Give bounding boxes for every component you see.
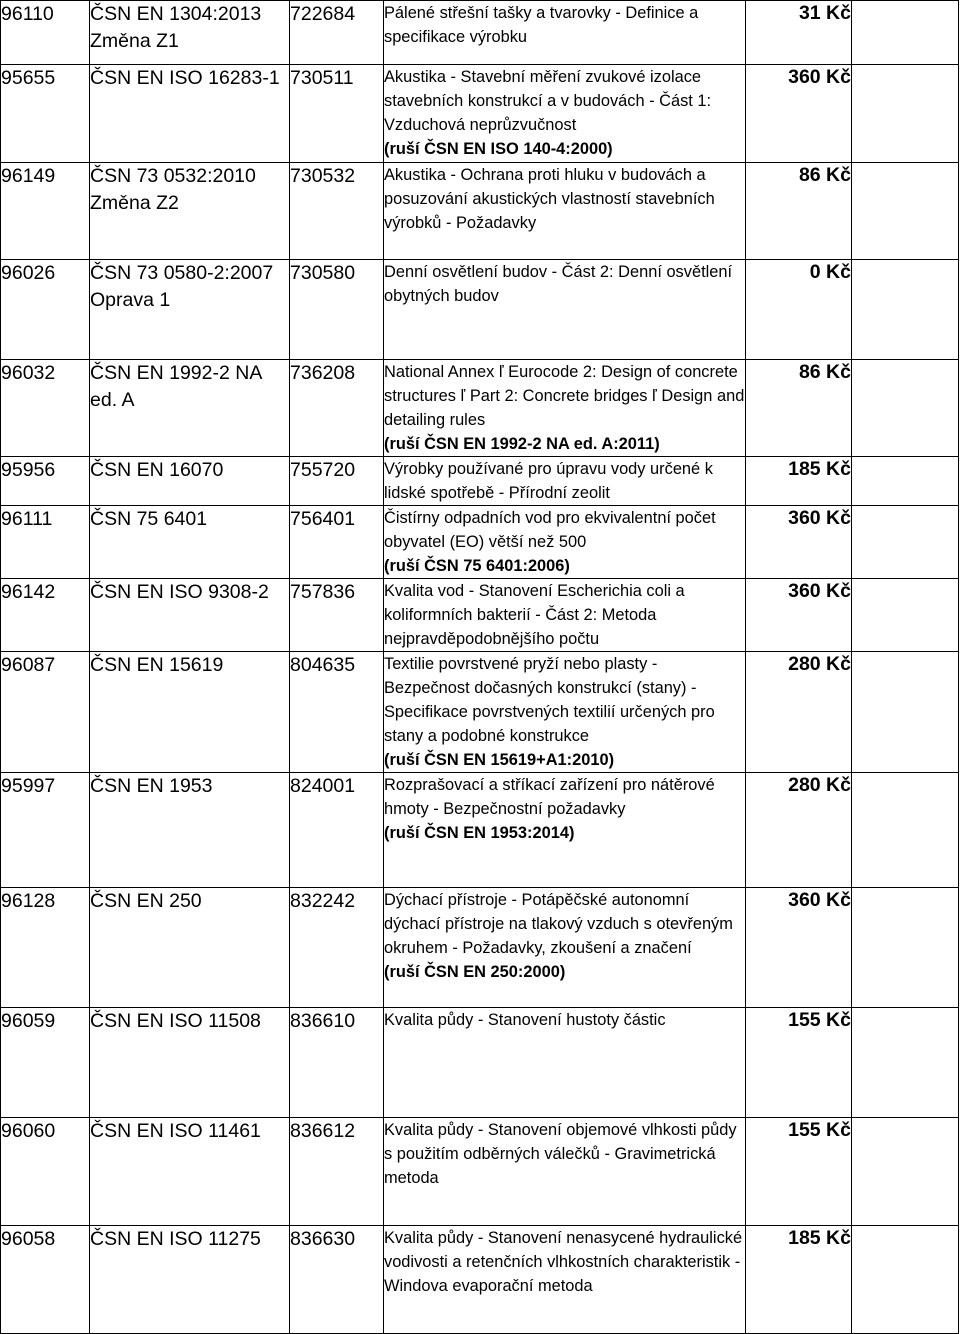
table-row [1, 65, 959, 163]
standard-title [384, 260, 746, 360]
standard-title [384, 1008, 746, 1118]
price: 280 Kč [746, 773, 852, 888]
price: 86 Kč [746, 360, 852, 457]
standard-title-text: Rozprašovací a stříkací zařízení pro nátěrové hmoty - Bezpečnostní požadavky [384, 776, 715, 818]
standard-title-text: Pálené střešní tašky a tvarovky - Definice a specifikace výrobku [384, 4, 699, 46]
price: 31 Kč [746, 1, 852, 65]
price: 155 Kč [746, 1118, 852, 1226]
standard-number: 96111 [1, 506, 90, 579]
empty-column [852, 260, 959, 360]
price: 280 Kč [746, 652, 852, 773]
table-row [1, 773, 959, 888]
empty-column [852, 1226, 959, 1334]
empty-column [852, 652, 959, 773]
standard-number: 95997 [1, 773, 90, 888]
supersedes-note: (ruší ČSN EN ISO 140-4:2000) [384, 140, 613, 158]
standard-title [384, 506, 746, 579]
price: 360 Kč [746, 888, 852, 1008]
catalog-number: 730511 [290, 65, 384, 163]
catalog-number: 832242 [290, 888, 384, 1008]
table-row [1, 1118, 959, 1226]
standard-designation: ČSN EN 15619 [90, 652, 290, 773]
standard-title [384, 457, 746, 506]
standard-number: 95956 [1, 457, 90, 506]
table-row [1, 360, 959, 457]
empty-column [852, 1118, 959, 1226]
empty-column [852, 360, 959, 457]
standard-title-text: Textilie povrstvené pryží nebo plasty - Bezpečnost dočasných konstrukcí (stany) - Specifikace povrstvených textilií určených pro stany a podobné konstrukce [384, 655, 715, 745]
standard-number: 96110 [1, 1, 90, 65]
supersedes-note: (ruší ČSN 75 6401:2006) [384, 557, 570, 575]
catalog-number: 730532 [290, 163, 384, 260]
table-row [1, 1, 959, 65]
standard-title-text: Akustika - Ochrana proti hluku v budovách a posuzování akustických vlastností stavebních výrobků - Požadavky [384, 166, 715, 232]
standard-title-text: Výrobky používané pro úpravu vody určené k lidské spotřebě - Přírodní zeolit [384, 460, 713, 502]
table-row [1, 260, 959, 360]
standard-title [384, 579, 746, 652]
standard-designation: ČSN EN 1953 [90, 773, 290, 888]
standard-designation: ČSN EN ISO 11461 [90, 1118, 290, 1226]
standard-title [384, 1226, 746, 1334]
catalog-number: 836610 [290, 1008, 384, 1118]
price: 360 Kč [746, 579, 852, 652]
empty-column [852, 888, 959, 1008]
standard-number: 96142 [1, 579, 90, 652]
standard-title [384, 65, 746, 163]
standard-title-text: National Annex ľ Eurocode 2: Design of concrete structures ľ Part 2: Concrete bridges ľ Design and detailing rules [384, 363, 745, 429]
standard-title-text: Kvalita vod - Stanovení Escherichia coli a koliformních bakterií - Část 2: Metoda nejpravděpodobnějšího počtu [384, 582, 685, 648]
standard-number: 96060 [1, 1118, 90, 1226]
supersedes-note: (ruší ČSN EN 15619+A1:2010) [384, 751, 615, 769]
standard-designation: ČSN 75 6401 [90, 506, 290, 579]
standard-designation: ČSN EN ISO 9308-2 [90, 579, 290, 652]
standard-title-text: Denní osvětlení budov - Část 2: Denní osvětlení obytných budov [384, 263, 733, 305]
price: 360 Kč [746, 65, 852, 163]
empty-column [852, 163, 959, 260]
standard-title [384, 360, 746, 457]
catalog-number: 757836 [290, 579, 384, 652]
empty-column [852, 457, 959, 506]
supersedes-note: (ruší ČSN EN 1953:2014) [384, 824, 575, 842]
empty-column [852, 65, 959, 163]
standard-designation: ČSN EN 16070 [90, 457, 290, 506]
standard-number: 96026 [1, 260, 90, 360]
standard-number: 96087 [1, 652, 90, 773]
empty-column [852, 1008, 959, 1118]
standard-designation: ČSN EN ISO 11508 [90, 1008, 290, 1118]
catalog-number: 730580 [290, 260, 384, 360]
table-row [1, 1226, 959, 1334]
catalog-number: 824001 [290, 773, 384, 888]
standard-title [384, 888, 746, 1008]
standard-title-text: Kvalita půdy - Stanovení objemové vlhkosti půdy s použitím odběrných válečků - Gravimetrická metoda [384, 1121, 737, 1187]
standard-designation: ČSN EN ISO 11275 [90, 1226, 290, 1334]
standard-title [384, 163, 746, 260]
catalog-number: 836630 [290, 1226, 384, 1334]
empty-column [852, 579, 959, 652]
price: 185 Kč [746, 457, 852, 506]
standard-number: 96059 [1, 1008, 90, 1118]
table-row [1, 579, 959, 652]
catalog-number: 836612 [290, 1118, 384, 1226]
standard-title [384, 1118, 746, 1226]
empty-column [852, 506, 959, 579]
standard-title-text: Dýchací přístroje - Potápěčské autonomní dýchací přístroje na tlakový vzduch s otevřeným okruhem - Požadavky, zkoušení a značení [384, 891, 733, 957]
standard-number: 96058 [1, 1226, 90, 1334]
catalog-number: 755720 [290, 457, 384, 506]
catalog-number: 804635 [290, 652, 384, 773]
standard-number: 96149 [1, 163, 90, 260]
standard-title [384, 652, 746, 773]
standard-number: 96032 [1, 360, 90, 457]
table-row [1, 506, 959, 579]
standard-designation: ČSN EN 250 [90, 888, 290, 1008]
standard-title-text: Čistírny odpadních vod pro ekvivalentní počet obyvatel (EO) větší než 500 [384, 509, 716, 551]
price: 0 Kč [746, 260, 852, 360]
standard-title-text: Akustika - Stavební měření zvukové izolace stavebních konstrukcí a v budovách - Část 1: Vzduchová neprůzvučnost [384, 68, 712, 134]
price: 360 Kč [746, 506, 852, 579]
standard-title-text: Kvalita půdy - Stanovení hustoty částic [384, 1011, 666, 1029]
empty-column [852, 1, 959, 65]
standard-title [384, 773, 746, 888]
standards-table-body [1, 1, 959, 1334]
standard-designation: ČSN EN 1992-2 NA ed. A [90, 360, 290, 457]
table-row [1, 652, 959, 773]
standard-designation: ČSN EN 1304:2013 Změna Z1 [90, 1, 290, 65]
table-row [1, 1008, 959, 1118]
table-row [1, 457, 959, 506]
standard-title [384, 1, 746, 65]
catalog-number: 756401 [290, 506, 384, 579]
supersedes-note: (ruší ČSN EN 250:2000) [384, 963, 566, 981]
standard-number: 95655 [1, 65, 90, 163]
catalog-number: 722684 [290, 1, 384, 65]
catalog-number: 736208 [290, 360, 384, 457]
standard-designation: ČSN EN ISO 16283-1 [90, 65, 290, 163]
standard-designation: ČSN 73 0532:2010 Změna Z2 [90, 163, 290, 260]
table-row [1, 163, 959, 260]
standard-number: 96128 [1, 888, 90, 1008]
price: 86 Kč [746, 163, 852, 260]
standard-title-text: Kvalita půdy - Stanovení nenasycené hydraulické vodivosti a retenčních vlhkostních charakteristik - Windova evaporační metoda [384, 1229, 743, 1295]
table-row [1, 888, 959, 1008]
price: 185 Kč [746, 1226, 852, 1334]
supersedes-note: (ruší ČSN EN 1992-2 NA ed. A:2011) [384, 435, 660, 453]
price: 155 Kč [746, 1008, 852, 1118]
standard-designation: ČSN 73 0580-2:2007 Oprava 1 [90, 260, 290, 360]
empty-column [852, 773, 959, 888]
